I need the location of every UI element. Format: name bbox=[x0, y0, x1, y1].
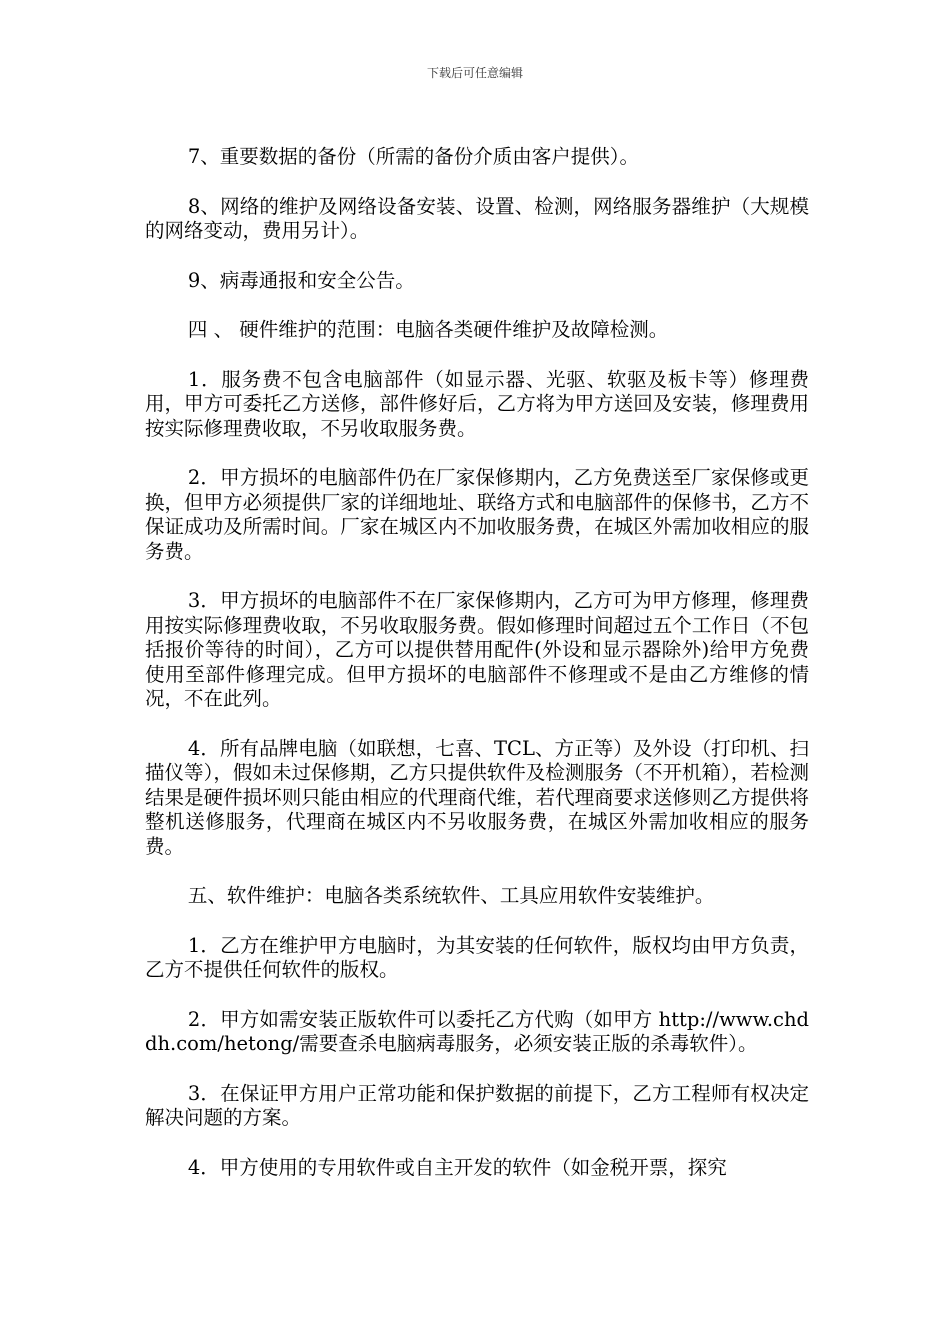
hardware-clause-3: 3．甲方损坏的电脑部件不在厂家保修期内，乙方可为甲方修理，修理费用按实际修理费收取，不另收取服务费。假如修理时间超过五个工作日（不包括报价等待的时间），乙方可以提供替用配件(外设和显示器除外)给甲方免费使用至部件修理完成。但甲方损坏的电脑部件不修理或不是由乙方维修的情况，不在此列。 bbox=[145, 589, 809, 710]
paragraph-item-9: 9、病毒通报和安全公告。 bbox=[187, 268, 415, 292]
paragraph-item-8: 8、网络的维护及网络设备安装、设置、检测，网络服务器维护（大规模的网络变动，费用另计）。 bbox=[145, 194, 809, 242]
section-heading-hardware: 四 、 硬件维护的范围：电脑各类硬件维护及故障检测。 bbox=[187, 318, 669, 341]
software-clause-2: 2．甲方如需安装正版软件可以委托乙方代购（如甲方 http://www.chddh.com/hetong/需要查杀电脑病毒服务，必须安装正版的杀毒软件）。 bbox=[145, 1007, 809, 1055]
software-clause-1: 1．乙方在维护甲方电脑时，为其安装的任何软件，版权均由甲方负责，乙方不提供任何软件的版权。 bbox=[145, 933, 809, 981]
hardware-clause-4: 4．所有品牌电脑（如联想，七喜、TCL、方正等）及外设（打印机、扫描仪等），假如未过保修期，乙方只提供软件及检测服务（不开机箱），若检测结果是硬件损坏则只能由相应的代理商代维，若代理商要求送修则乙方提供将整机送修服务，代理商在城区内不另收服务费，在城区外需加收相应的服务费。 bbox=[145, 736, 809, 858]
software-clause-3: 3．在保证甲方用户正常功能和保护数据的前提下，乙方工程师有权决定解决问题的方案。 bbox=[145, 1081, 809, 1129]
hardware-clause-2: 2．甲方损坏的电脑部件仍在厂家保修期内，乙方免费送至厂家保修或更换，但甲方必须提供厂家的详细地址、联络方式和电脑部件的保修书，乙方不保证成功及所需时间。厂家在城区内不加收服务费，在城区外需加收相应的服务费。 bbox=[145, 466, 809, 563]
section-heading-software: 五、软件维护：电脑各类系统软件、工具应用软件安装维护。 bbox=[187, 884, 715, 907]
page-header: 下载后可任意编辑 bbox=[426, 66, 523, 80]
hardware-clause-1: 1．服务费不包含电脑部件（如显示器、光驱、软驱及板卡等）修理费用，甲方可委托乙方送修，部件修好后，乙方将为甲方送回及安装，修理费用按实际修理费收取，不另收取服务费。 bbox=[145, 367, 809, 440]
document-body bbox=[145, 145, 809, 1205]
software-clause-4: 4．甲方使用的专用软件或自主开发的软件（如金税开票，探究 bbox=[187, 1155, 727, 1179]
paragraph-item-7: 7、重要数据的备份（所需的备份介质由客户提供）。 bbox=[187, 145, 640, 168]
